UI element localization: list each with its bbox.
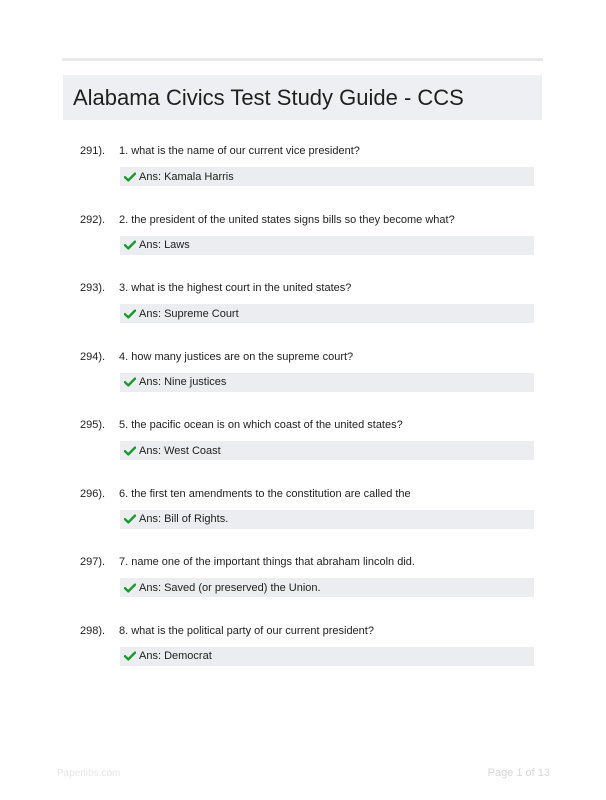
checkmark-icon: [124, 172, 136, 182]
answer-box: [120, 236, 534, 255]
question-item: [0, 214, 606, 274]
footer-watermark: Paperlibs.com: [57, 768, 121, 779]
question-number: 292).: [80, 213, 106, 226]
answer-text: Ans: Kamala Harris: [139, 170, 234, 183]
question-item: [0, 625, 606, 685]
question-item: [0, 351, 606, 411]
checkmark-icon: [124, 240, 136, 250]
question-text: 3. what is the highest court in the united states?: [119, 282, 352, 294]
checkmark-icon: [124, 446, 136, 456]
page-number: Page 1 of 13: [487, 767, 550, 779]
answer-text: Ans: Nine justices: [139, 376, 227, 388]
checkmark-icon: [124, 651, 136, 661]
answer-text: Ans: Supreme Court: [139, 307, 239, 320]
answer-box: [120, 167, 534, 186]
answer-box: [120, 304, 534, 323]
checkmark-icon: [124, 309, 136, 319]
answer-text: Ans: Saved (or preserved) the Union.: [139, 581, 321, 594]
question-text: 4. how many justices are on the supreme court?: [119, 350, 354, 363]
checkmark-icon: [124, 377, 136, 387]
checkmark-icon: [124, 514, 136, 524]
question-text: 8. what is the political party of our current president?: [119, 624, 374, 637]
question-item: [0, 419, 606, 479]
question-number: 297).: [80, 556, 106, 568]
question-item: [0, 282, 606, 342]
question-number: 293).: [80, 282, 106, 294]
question-item: [0, 556, 606, 616]
question-item: [0, 488, 606, 548]
checkmark-icon: [124, 583, 136, 593]
question-text: 5. the pacific ocean is on which coast of the united states?: [119, 419, 403, 431]
question-number: 294).: [80, 350, 106, 363]
answer-text: Ans: West Coast: [139, 444, 221, 457]
answer-box: [120, 441, 534, 460]
question-text: 7. name one of the important things that abraham lincoln did.: [119, 556, 415, 568]
answer-box: [120, 578, 534, 597]
question-number: 296).: [80, 487, 106, 500]
answer-text: Ans: Democrat: [139, 650, 212, 662]
question-text: 6. the first ten amendments to the constitution are called the: [119, 487, 411, 500]
question-text: 2. the president of the united states signs bills so they become what?: [119, 213, 455, 226]
question-text: 1. what is the name of our current vice president?: [119, 145, 360, 157]
question-number: 298).: [80, 624, 106, 637]
answer-text: Ans: Laws: [139, 239, 190, 251]
answer-box: [120, 373, 534, 392]
answer-text: Ans: Bill of Rights.: [139, 513, 229, 525]
document-title: Alabama Civics Test Study Guide - CCS: [73, 84, 464, 110]
answer-box: [120, 647, 534, 666]
question-number: 291).: [80, 145, 106, 157]
answer-box: [120, 510, 534, 529]
question-number: 295).: [80, 419, 106, 431]
question-item: [0, 145, 606, 205]
